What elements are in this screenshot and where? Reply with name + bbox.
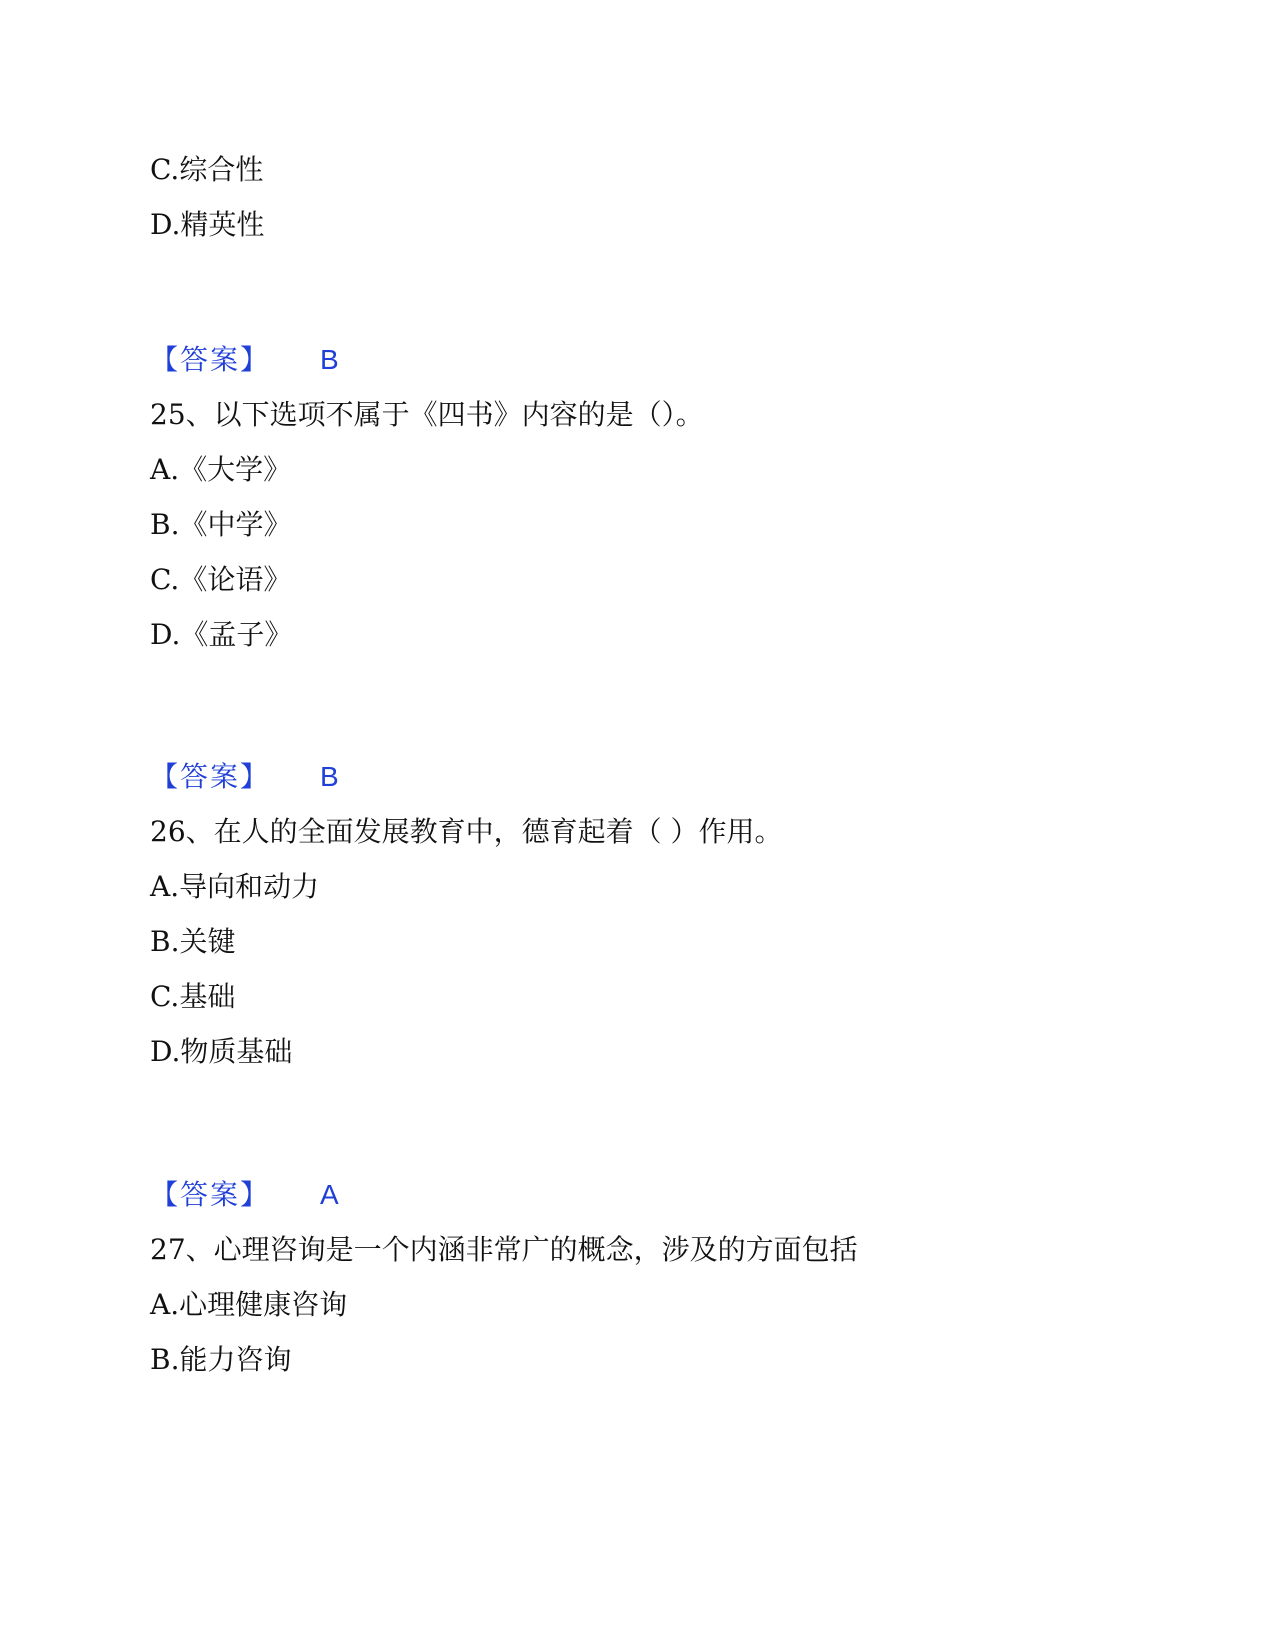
answer-label: 【答案】 (150, 343, 271, 376)
answer-value: B (320, 761, 339, 792)
question-25: 25、以下选项不属于《四书》内容的是（）。 (150, 398, 704, 431)
q26-option-d: D.物质基础 (150, 1035, 293, 1068)
option-c: C.综合性 (150, 153, 264, 186)
answer-value: A (320, 1179, 339, 1210)
q26-option-c: C.基础 (150, 980, 236, 1013)
q25-option-c: C.《论语》 (150, 563, 292, 596)
answer-value: B (320, 344, 339, 375)
answer-label: 【答案】 (150, 760, 271, 793)
question-26: 26、在人的全面发展教育中，德育起着（ ）作用。 (150, 815, 783, 848)
q27-option-b: B.能力咨询 (150, 1343, 292, 1376)
answer-label: 【答案】 (150, 1178, 271, 1211)
q26-option-a: A.导向和动力 (150, 870, 320, 903)
q25-option-b: B.《中学》 (150, 508, 292, 541)
option-d: D.精英性 (150, 208, 265, 241)
q26-option-b: B.关键 (150, 925, 236, 958)
answer-line (150, 340, 339, 380)
answer-line (150, 1175, 339, 1215)
question-27: 27、心理咨询是一个内涵非常广的概念，涉及的方面包括 (150, 1233, 858, 1266)
q27-option-a: A.心理健康咨询 (150, 1288, 348, 1321)
answer-line (150, 757, 339, 797)
q25-option-d: D.《孟子》 (150, 618, 293, 651)
q25-option-a: A.《大学》 (150, 453, 292, 486)
